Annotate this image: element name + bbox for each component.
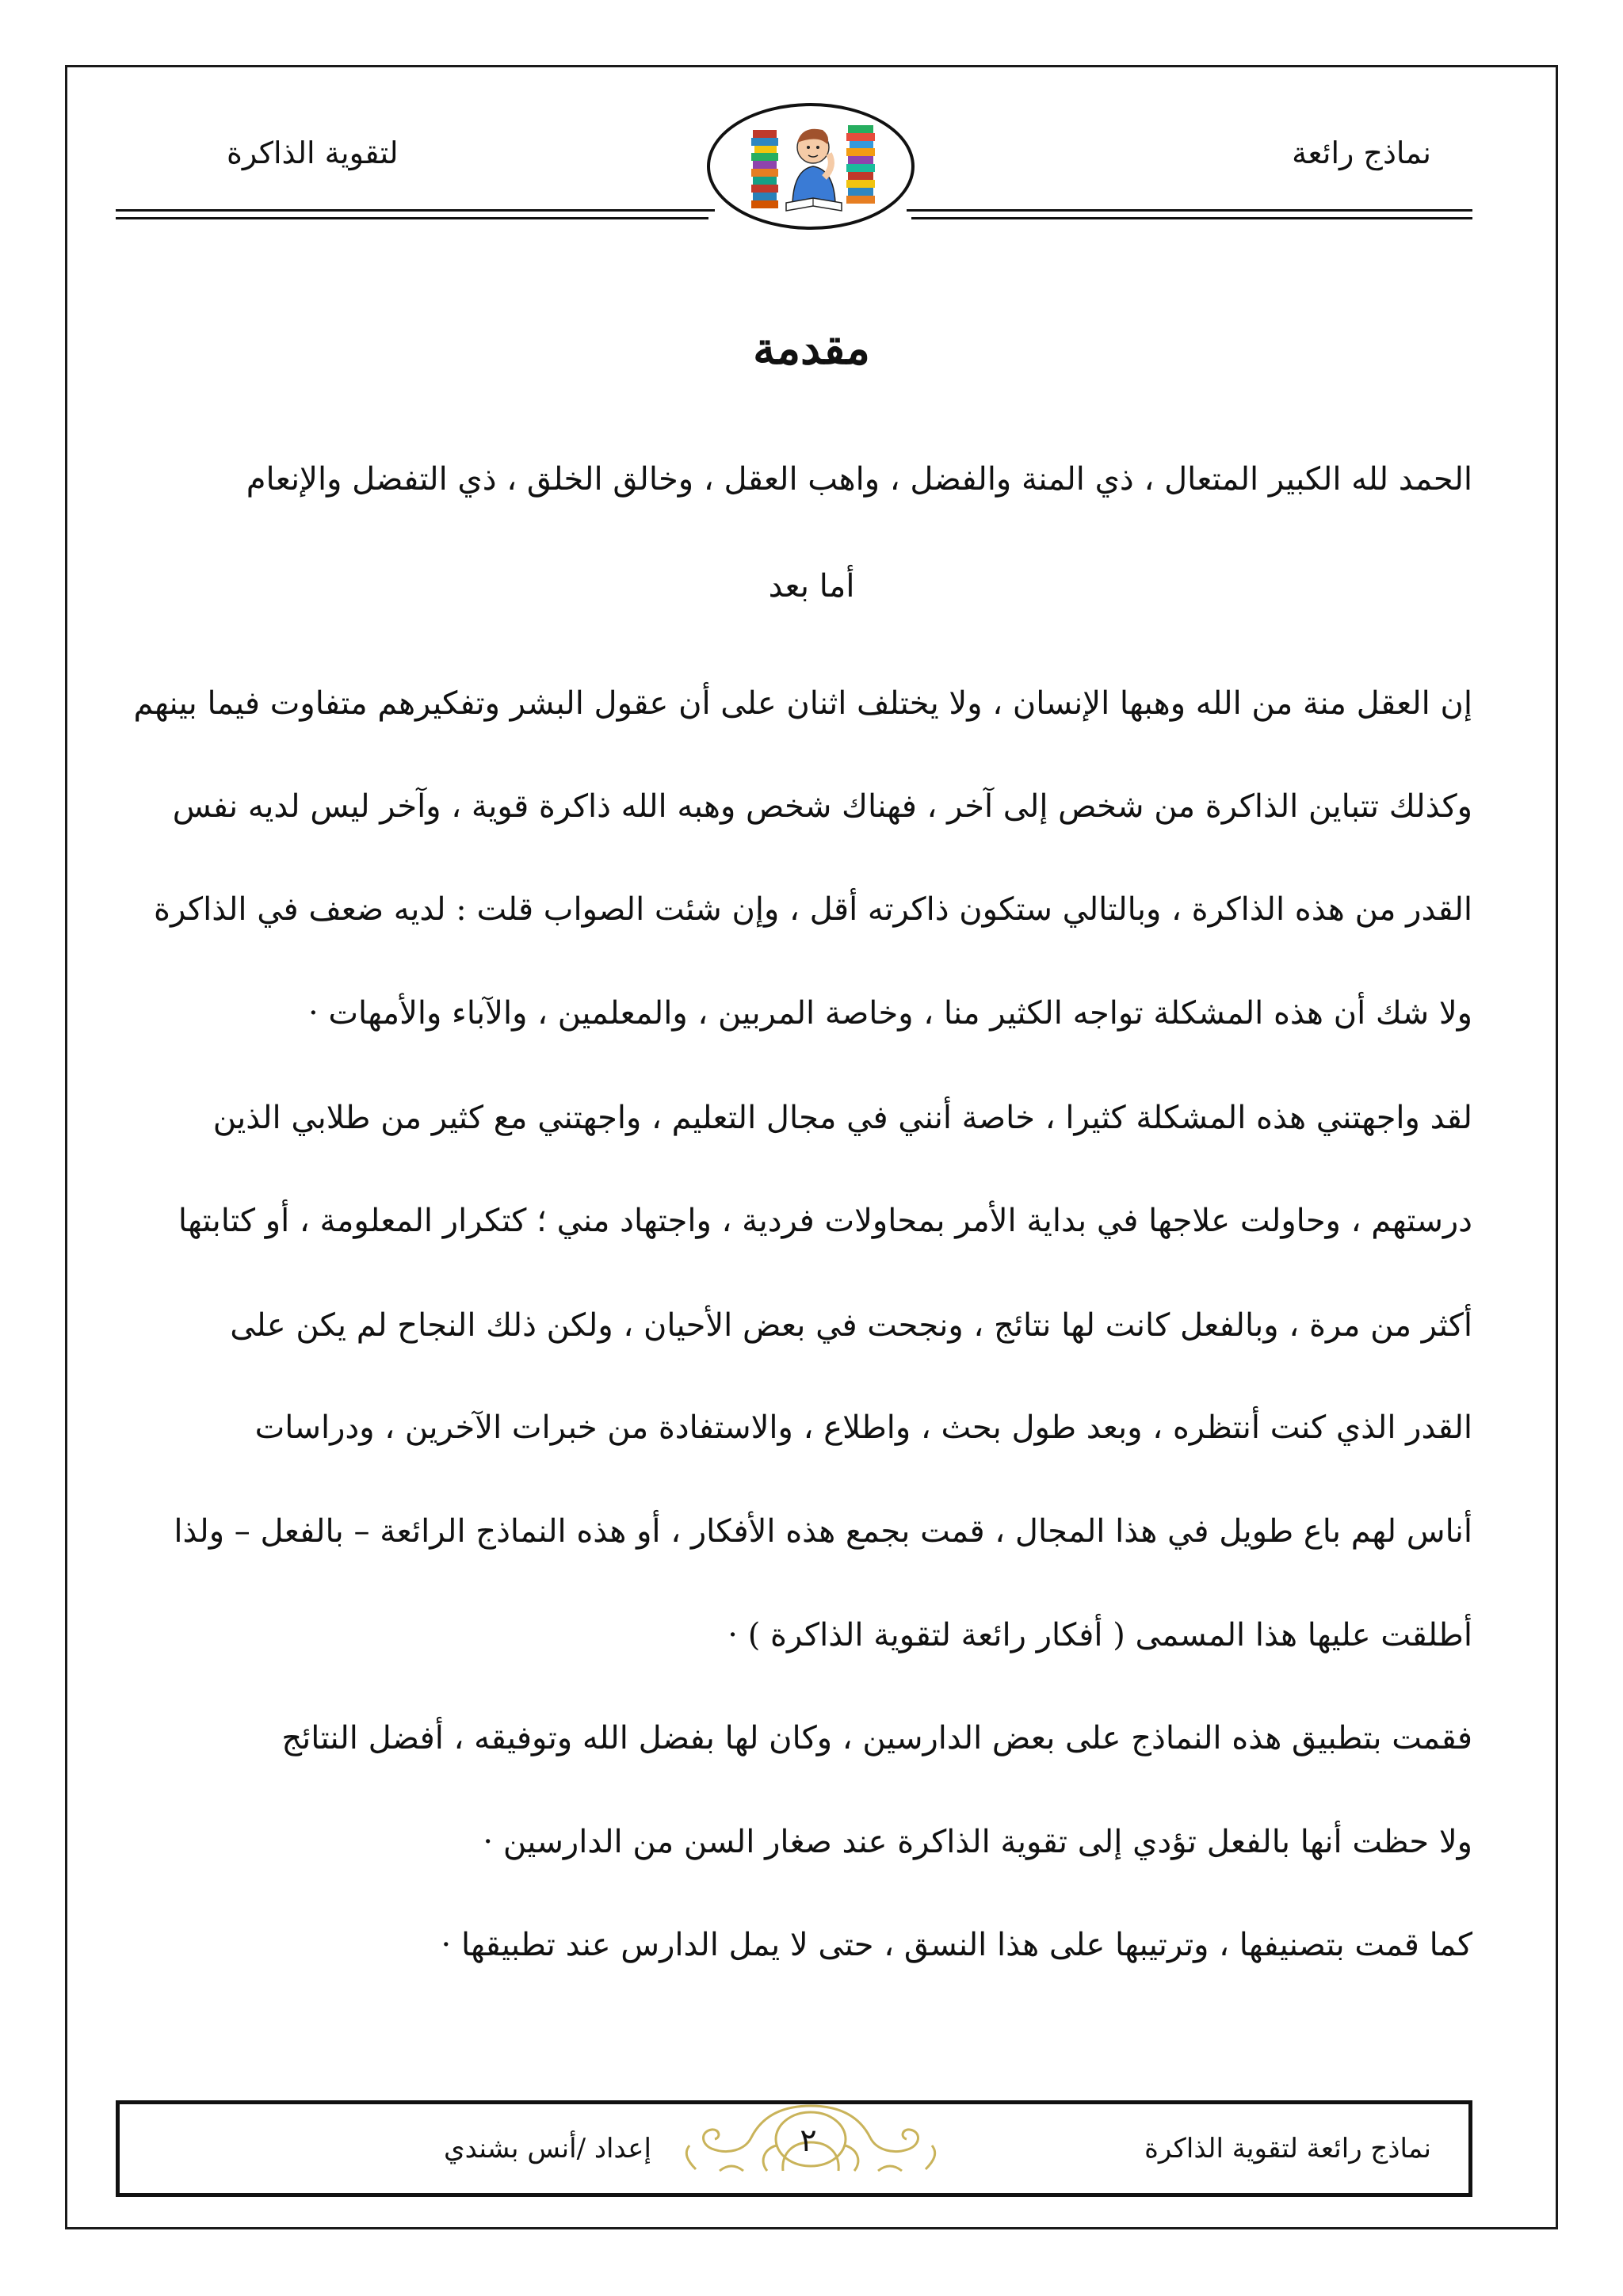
paragraph-line: فقمت بتطبيق هذه النماذج على بعض الدارسين ، وكان لها بفضل الله وتوفيقه ، أفضل النتائج <box>281 1720 1472 1756</box>
student-with-books-icon <box>747 114 881 225</box>
header-book-title: نماذج رائعة <box>1292 135 1431 170</box>
paragraph-line: ولا حظت أنها بالفعل تؤدي إلى تقوية الذاكرة عند صغار السن من الدارسين · <box>483 1824 1472 1860</box>
page-border <box>65 65 1558 2229</box>
paragraph-line: القدر من هذه الذاكرة ، وبالتالي ستكون ذاكرته أقل ، وإن شئت الصواب قلت : لديه ضعف في الذاكرة <box>154 891 1472 928</box>
header-logo <box>707 103 915 230</box>
page-title: مقدمة <box>753 322 870 375</box>
header-rule-right-bottom <box>911 217 1472 219</box>
footer-author: إعداد /أنس بشندي <box>444 2133 652 2164</box>
header-rule-left-top <box>116 209 715 212</box>
paragraph-line: درستهم ، وحاولت علاجها في بداية الأمر بمحاولات فردية ، واجتهاد مني ؛ كتكرار المعلومة ، أو كتابتها <box>178 1203 1472 1239</box>
paragraph-line: أطلقت عليها هذا المسمى ( أفكار رائعة لتقوية الذاكرة ) · <box>727 1617 1472 1653</box>
header-subtitle: لتقوية الذاكرة <box>227 135 399 170</box>
paragraph-line: أناس لهم باع طويل في هذا المجال ، قمت بجمع هذه الأفكار ، أو هذه النماذج الرائعة – بالفعل – ولذا <box>174 1513 1472 1550</box>
paragraph-line: أكثر من مرة ، وبالفعل كانت لها نتائج ، ونجحت في بعض الأحيان ، ولكن ذلك النجاح لم يكن على <box>230 1307 1472 1344</box>
paragraph-line: لقد واجهتني هذه المشكلة كثيرا ، خاصة أنني في مجال التعليم ، واجهتني مع كثير من طلابي الذين <box>212 1100 1472 1136</box>
paragraph-line: الحمد لله الكبير المتعال ، ذي المنة والفضل ، واهب العقل ، وخالق الخلق ، ذي التفضل والإنعام <box>246 461 1472 498</box>
paragraph-line: إن العقل منة من الله وهبها الإنسان ، ولا يختلف اثنان على أن عقول البشر وتفكيرهم متفاوت فيما بينهم <box>133 685 1472 722</box>
paragraph-line: أما بعد <box>768 568 855 605</box>
paragraph-line: ولا شك أن هذه المشكلة تواجه الكثير منا ، وخاصة المربين ، والمعلمين ، والآباء والأمهات · <box>307 995 1472 1032</box>
footer-book-title: نماذج رائعة لتقوية الذاكرة <box>1144 2133 1431 2164</box>
header-rule-right-top <box>907 209 1472 212</box>
paragraph-line: كما قمت بتصنيفها ، وترتيبها على هذا النسق ، حتى لا يمل الدارس عند تطبيقها · <box>441 1927 1472 1963</box>
page-number: ٢ <box>800 2122 817 2159</box>
paragraph-line: القدر الذي كنت أنتظره ، وبعد طول بحث ، واطلاع ، والاستفادة من خبرات الآخرين ، ودراسات <box>254 1409 1472 1446</box>
header-rule-left-bottom <box>116 217 708 219</box>
paragraph-line: وكذلك تتباين الذاكرة من شخص إلى آخر ، فهناك شخص وهبه الله ذاكرة قوية ، وآخر ليس لديه نفس <box>172 788 1472 825</box>
